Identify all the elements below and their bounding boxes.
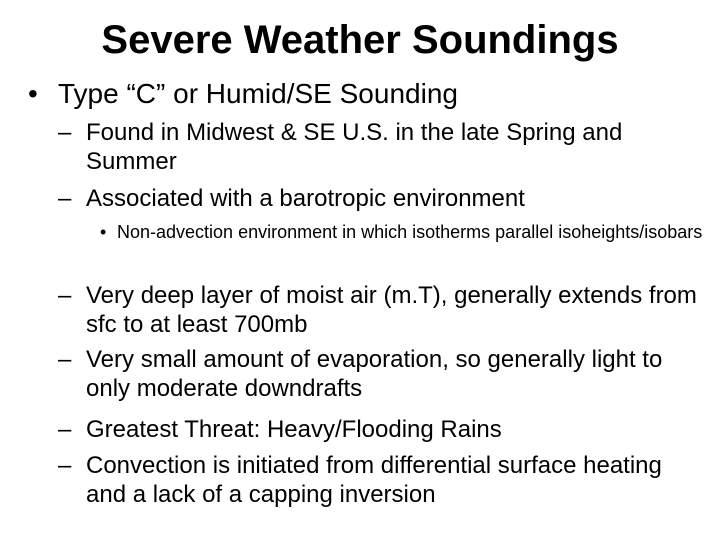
slide-title: Severe Weather Soundings [101, 18, 619, 62]
subpoint-text: Very small amount of evaporation, so generally light to only moderate downdrafts [86, 346, 663, 402]
subpoint-text: Very deep layer of moist air (m.T), generally extends from sfc to at least 700mb [86, 282, 697, 338]
subpoint-5 [58, 415, 708, 444]
subpoint-text: Found in Midwest & SE U.S. in the late Spring and Summer [86, 119, 623, 175]
nested-bullet-text: Non-advection environment in which isotherms parallel isoheights/isobars [117, 222, 703, 242]
subpoint-1 [58, 118, 708, 176]
subpoint-text: Convection is initiated from differential surface heating and a lack of a capping inversion [86, 452, 662, 508]
dash-marker: – [58, 452, 72, 479]
subpoint-2 [58, 184, 708, 213]
dash-marker: – [58, 282, 72, 309]
dash-marker: – [58, 346, 72, 373]
subpoint-3 [58, 281, 708, 339]
dash-marker: – [58, 416, 72, 443]
subpoint-6 [58, 451, 708, 509]
dash-marker: – [58, 185, 72, 212]
bullet-text: Type “C” or Humid/SE Sounding [58, 78, 458, 109]
bullet-marker: • [28, 78, 38, 109]
nested-bullet-marker: • [100, 222, 107, 242]
nested-bullet [100, 222, 710, 242]
subpoint-text: Associated with a barotropic environment [86, 185, 525, 212]
dash-marker: – [58, 119, 72, 146]
subpoint-4 [58, 345, 708, 403]
subpoint-text: Greatest Threat: Heavy/Flooding Rains [86, 416, 502, 443]
